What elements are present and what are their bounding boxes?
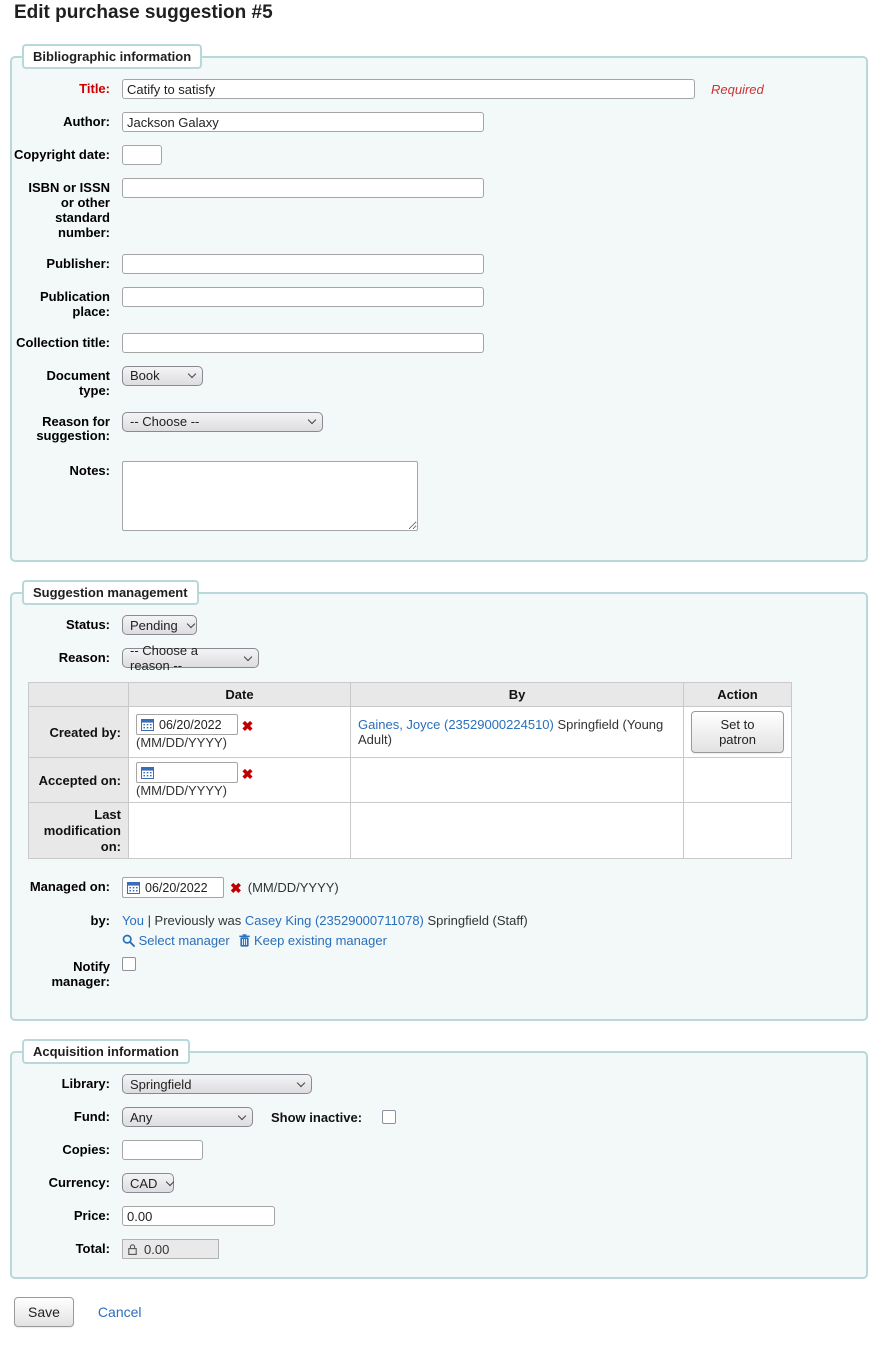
chevron-down-icon — [166, 1178, 174, 1186]
suggestion-management-legend: Suggestion management — [22, 580, 199, 605]
chevron-down-icon — [238, 1112, 246, 1120]
management-reason-value: -- Choose a reason -- — [130, 643, 198, 674]
chevron-down-icon — [188, 370, 196, 378]
status-label: Status: — [65, 617, 110, 633]
fund-value: Any — [130, 1109, 153, 1125]
notes-label: Notes: — [69, 463, 110, 479]
document-type-label: Document type: — [46, 367, 110, 398]
document-type-value: Book — [130, 368, 160, 384]
created-by-label: Created by: — [29, 707, 129, 758]
copyright-date-input[interactable] — [122, 145, 162, 165]
currency-label: Currency: — [48, 1175, 110, 1191]
notify-manager-label: Notify manager: — [51, 959, 110, 990]
library-label: Library: — [61, 1076, 110, 1092]
created-by-patron-link[interactable]: Gaines, Joyce (23529000224510) — [358, 717, 554, 733]
price-label: Price: — [73, 1208, 110, 1224]
reason-for-suggestion-value: -- Choose -- — [130, 414, 200, 429]
trash-icon — [239, 934, 250, 947]
author-label: Author: — [63, 114, 110, 129]
table-row-last-modification — [29, 803, 792, 859]
created-date-value: 06/20/2022 — [159, 717, 222, 732]
calendar-icon — [141, 718, 154, 731]
bibliographic-fieldset — [10, 44, 868, 562]
calendar-icon — [141, 766, 154, 779]
total-field — [122, 1239, 219, 1259]
collection-title-input[interactable] — [122, 333, 484, 353]
chevron-down-icon — [186, 620, 194, 628]
date-column-header: Date — [129, 683, 351, 707]
chevron-down-icon — [297, 1079, 305, 1087]
select-manager-link[interactable]: Select manager — [138, 933, 230, 949]
managed-on-date-value: 06/20/2022 — [145, 880, 208, 895]
cancel-link[interactable]: Cancel — [97, 1304, 142, 1321]
total-input — [142, 1241, 202, 1258]
suggestion-management-fieldset — [10, 580, 868, 1021]
search-icon — [122, 934, 135, 947]
accepted-on-label: Accepted on: — [29, 758, 129, 803]
lock-icon — [128, 1244, 137, 1255]
acquisition-legend: Acquisition information — [22, 1039, 190, 1064]
managed-by-label: by: — [90, 913, 110, 929]
publisher-input[interactable] — [122, 254, 484, 274]
set-to-patron-button[interactable]: Set to patron — [691, 711, 784, 753]
chevron-down-icon — [244, 653, 252, 661]
management-table — [28, 682, 792, 859]
page-title: Edit purchase suggestion #5 — [14, 2, 273, 23]
total-label: Total: — [75, 1241, 110, 1257]
clear-date-icon[interactable]: ✖ — [241, 718, 254, 735]
isbn-label: ISBN or ISSN or other standard number: — [28, 180, 110, 240]
collection-title-label: Collection title: — [16, 334, 110, 350]
notes-textarea[interactable] — [122, 461, 418, 531]
created-by-branch: Springfield (Young Adult) — [358, 717, 664, 748]
managed-on-label: Managed on: — [29, 879, 110, 895]
reason-for-suggestion-label: Reason for suggestion: — [36, 413, 110, 444]
action-column-header: Action — [684, 683, 792, 707]
previous-manager-branch: Springfield (Staff) — [427, 913, 528, 929]
chevron-down-icon — [308, 416, 316, 424]
date-format-hint: (MM/DD/YYYY) — [136, 783, 227, 799]
title-label: Title: — [79, 81, 110, 96]
document-type-select[interactable] — [122, 366, 203, 386]
table-row-accepted-on — [29, 758, 792, 803]
previous-manager-link[interactable]: Casey King (23529000711078) — [244, 913, 424, 929]
copies-input[interactable] — [122, 1140, 203, 1160]
managed-by-previous-text: | Previously was — [147, 913, 242, 929]
fund-label: Fund: — [73, 1109, 110, 1125]
calendar-icon — [127, 881, 140, 894]
library-select[interactable] — [122, 1074, 312, 1094]
publication-place-input[interactable] — [122, 287, 484, 307]
fund-select[interactable] — [122, 1107, 253, 1127]
managed-on-date-input[interactable] — [122, 877, 224, 898]
currency-select[interactable] — [122, 1173, 174, 1193]
clear-date-icon[interactable]: ✖ — [230, 879, 242, 896]
show-inactive-label: Show inactive: — [271, 1109, 363, 1125]
library-value: Springfield — [130, 1076, 192, 1092]
acquisition-fieldset — [10, 1039, 868, 1279]
management-reason-select[interactable] — [122, 643, 259, 674]
date-format-hint: (MM/DD/YYYY) — [136, 735, 227, 751]
management-reason-label: Reason: — [58, 650, 110, 666]
notify-manager-checkbox[interactable] — [122, 957, 136, 971]
show-inactive-checkbox[interactable] — [382, 1110, 396, 1124]
bibliographic-legend: Bibliographic information — [22, 44, 202, 69]
copies-label: Copies: — [62, 1142, 110, 1158]
created-date-input[interactable] — [136, 714, 238, 735]
clear-date-icon[interactable]: ✖ — [241, 766, 254, 783]
save-button[interactable]: Save — [14, 1297, 74, 1327]
author-input[interactable] — [122, 112, 484, 132]
required-note: Required — [711, 81, 764, 97]
keep-existing-manager-link[interactable]: Keep existing manager — [253, 933, 387, 949]
price-input[interactable] — [122, 1206, 275, 1226]
date-format-hint: (MM/DD/YYYY) — [247, 880, 339, 896]
accepted-date-input[interactable] — [136, 762, 238, 783]
publication-place-label: Publication place: — [39, 288, 110, 319]
managed-by-you-link[interactable]: You — [122, 913, 144, 929]
table-row-created-by — [29, 707, 792, 758]
isbn-input[interactable] — [122, 178, 484, 198]
currency-value: CAD — [130, 1175, 158, 1191]
status-value: Pending — [130, 617, 178, 633]
publisher-label: Publisher: — [46, 255, 110, 271]
last-modification-label: Last modification on: — [29, 803, 129, 859]
reason-for-suggestion-select[interactable] — [122, 412, 323, 432]
by-column-header: By — [351, 683, 684, 707]
copyright-date-label: Copyright date: — [13, 147, 110, 162]
status-select[interactable] — [122, 615, 197, 635]
title-input[interactable] — [122, 79, 695, 99]
empty-header — [29, 683, 129, 707]
